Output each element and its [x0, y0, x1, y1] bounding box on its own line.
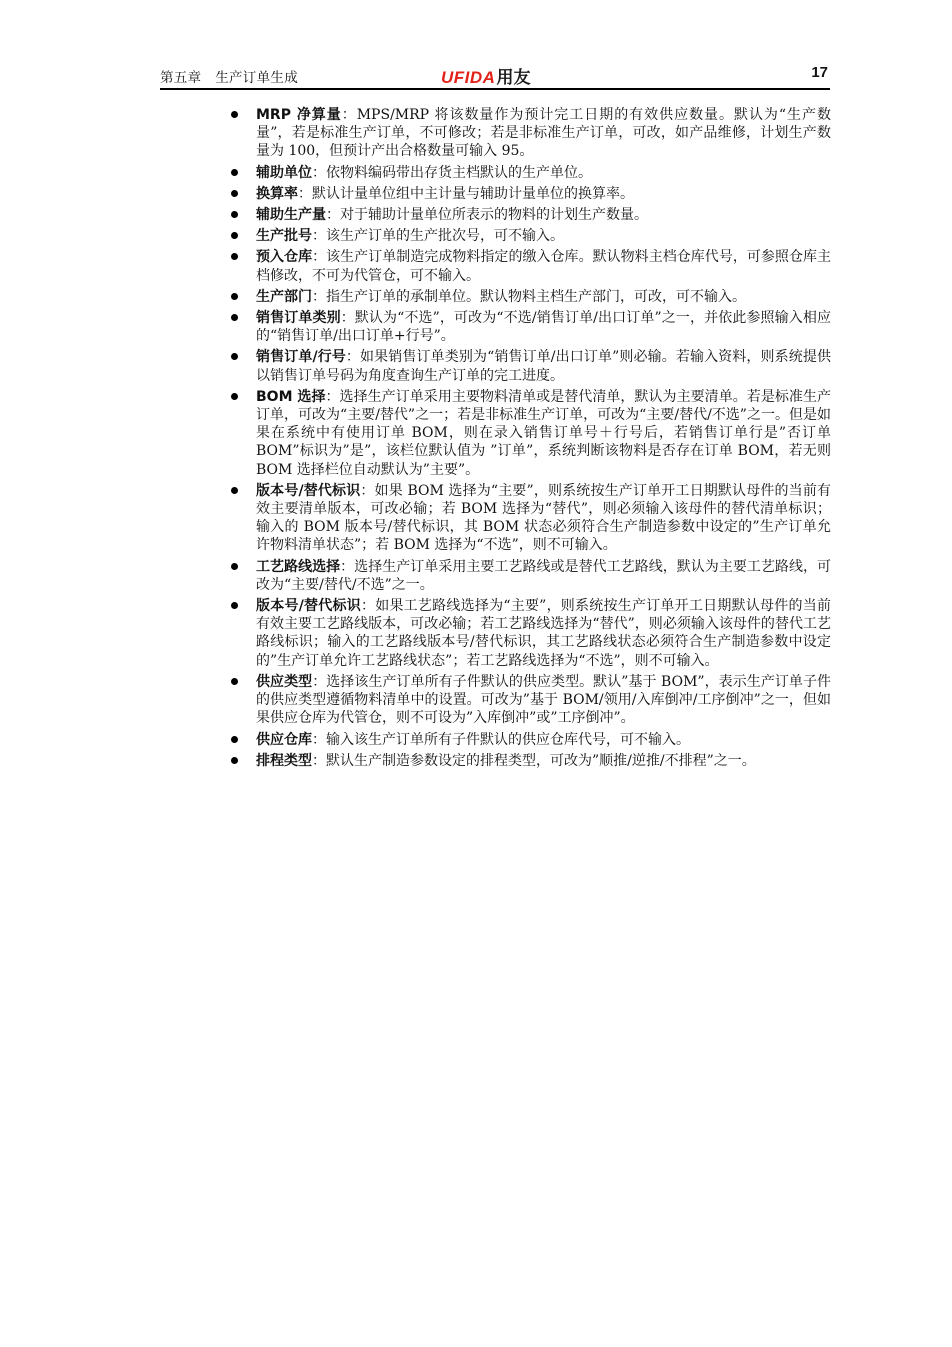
item-term: 销售订单/行号: [256, 349, 346, 366]
bullet-icon: [231, 487, 238, 494]
item-term: BOM 选择: [256, 388, 326, 405]
bullet-icon: [231, 253, 238, 260]
bullet-icon: [231, 314, 238, 321]
item-term: 版本号/替代标识: [256, 482, 361, 499]
item-term: 排程类型: [256, 752, 312, 769]
bullet-icon: [231, 190, 238, 197]
bullet-icon: [231, 678, 238, 685]
item-text: ：依物料编码带出存货主档默认的生产单位。: [312, 164, 592, 181]
item-term: 工艺路线选择: [256, 558, 341, 575]
list-item: [231, 673, 831, 728]
item-text: ：输入该生产订单所有子件默认的供应仓库代号，可不输入。: [312, 731, 690, 748]
item-text: ：默认为“不选”，可改为“不选/销售订单/出口订单”之一，并依此参照输入相应的“销售订单/出口订单+行号”。: [256, 310, 832, 345]
item-term: 版本号/替代标识: [256, 598, 361, 615]
item-text: ：默认生产制造参数设定的排程类型，可改为”顺推/逆推/不排程”之一。: [312, 752, 756, 769]
ufida-logo: [441, 63, 530, 88]
list-item: [231, 227, 831, 245]
page-header: [160, 60, 830, 90]
bullet-icon: [231, 211, 238, 218]
item-text: ：该生产订单制造完成物料指定的缴入仓库。默认物料主档仓库代号，可参照仓库主档修改，不可为代管仓，可不输入。: [256, 249, 832, 284]
list-item: [231, 288, 831, 306]
list-item: [231, 597, 831, 670]
bullet-icon: [231, 111, 238, 118]
item-text: ：选择该生产订单所有子件默认的供应类型。默认”基于 BOM”，表示生产订单子件的供应类型遵循物料清单中的设置。可改为”基于 BOM/领用/入库倒冲/工序倒冲”之一，但如果供应仓库为代管仓，则不可设为”入库倒冲”或”工序倒冲”。: [256, 673, 832, 727]
list-item: [231, 752, 831, 770]
bullet-icon: [231, 563, 238, 570]
field-description-list: [231, 106, 831, 773]
list-item: [231, 185, 831, 203]
list-item: [231, 248, 831, 284]
list-item: [231, 348, 831, 384]
bullet-icon: [231, 169, 238, 176]
bullet-icon: [231, 293, 238, 300]
bullet-icon: [231, 736, 238, 743]
item-term: 供应仓库: [256, 731, 312, 748]
bullet-icon: [231, 393, 238, 400]
item-text: ：如果销售订单类别为“销售订单/出口订单”则必输。若输入资料，则系统提供以销售订单号码为角度查询生产订单的完工进度。: [256, 349, 831, 384]
list-item: [231, 206, 831, 224]
item-text: ：如果工艺路线选择为“主要”，则系统按生产订单开工日期默认母件的当前有效主要工艺路线版本，可改必输；若工艺路线选择为“替代”，则必须输入该母件的替代工艺路线标识；输入的工艺路线版本号/替代标识，其工艺路线状态必须符合生产制造参数中设定的”生产订单允许工艺路线状态”；若工艺路线选择为“不选”，则不可输入。: [256, 598, 831, 669]
item-text: ：如果 BOM 选择为“主要”，则系统按生产订单开工日期默认母件的当前有效主要清单版本，可改必输；若 BOM 选择为“替代”，则必须输入该母件的替代清单标识；输入的 BOM 版本号/替代标识，其 BOM 状态必须符合生产制造参数中设定的”生产订单允许物料清单状态”；若 BOM 选择为“不选”，则不可输入。: [256, 482, 831, 554]
item-term: 生产批号: [256, 228, 312, 245]
page-number: 17: [811, 64, 828, 81]
bullet-icon: [231, 232, 238, 239]
item-text: ：对于辅助计量单位所表示的物料的计划生产数量。: [326, 207, 648, 224]
item-term: 预入仓库: [256, 249, 313, 266]
bullet-icon: [231, 602, 238, 609]
list-item: [231, 731, 831, 749]
list-item: [231, 164, 831, 182]
list-item: [231, 558, 831, 594]
item-text: ：选择生产订单采用主要物料清单或是替代清单，默认为主要清单。若是标准生产订单，可改为“主要/替代”之一；若是非标准生产订单，可改为“主要/替代/不选”之一。但是如果在系统中有使用订单 BOM，则在录入销售订单号＋行号后，若销售订单行是”否订单 BOM”标识为”是”，该栏位默认值为 ”订单”，系统判断该物料是否存在订单 BOM，若无则 BOM 选择栏位自动默认为”主要”。: [256, 388, 831, 478]
item-term: MRP 净算量: [256, 107, 342, 123]
list-item: [231, 309, 831, 345]
list-item: [231, 482, 831, 555]
list-item: [231, 106, 831, 161]
bullet-icon: [231, 353, 238, 360]
item-text: ：默认计量单位组中主计量与辅助计量单位的换算率。: [298, 185, 634, 202]
item-text: ：选择生产订单采用主要工艺路线或是替代工艺路线，默认为主要工艺路线，可改为“主要/替代/不选”之一。: [256, 558, 832, 593]
item-term: 生产部门: [256, 288, 312, 305]
logo-cn-text: 用友: [496, 68, 531, 87]
item-term: 销售订单类别: [256, 310, 341, 327]
item-text: ：指生产订单的承制单位。默认物料主档生产部门，可改，可不输入。: [312, 288, 746, 305]
item-text: ：该生产订单的生产批次号，可不输入。: [312, 228, 564, 245]
logo-brand-text: UFIDA: [441, 68, 496, 87]
item-term: 供应类型: [256, 673, 313, 690]
item-term: 辅助生产量: [256, 207, 326, 224]
bullet-icon: [231, 757, 238, 764]
chapter-title: 第五章 生产订单生成: [160, 70, 298, 86]
item-term: 换算率: [256, 185, 298, 202]
item-text: ：MPS/MRP 将该数量作为预计完工日期的有效供应数量。默认为“生产数量”，若是标准生产订单，不可修改；若是非标准生产订单，可改，如产品维修，计划生产数量为 100，但预计产出合格数量可输入 95。: [256, 107, 831, 160]
item-term: 辅助单位: [256, 164, 312, 181]
list-item: [231, 388, 831, 479]
